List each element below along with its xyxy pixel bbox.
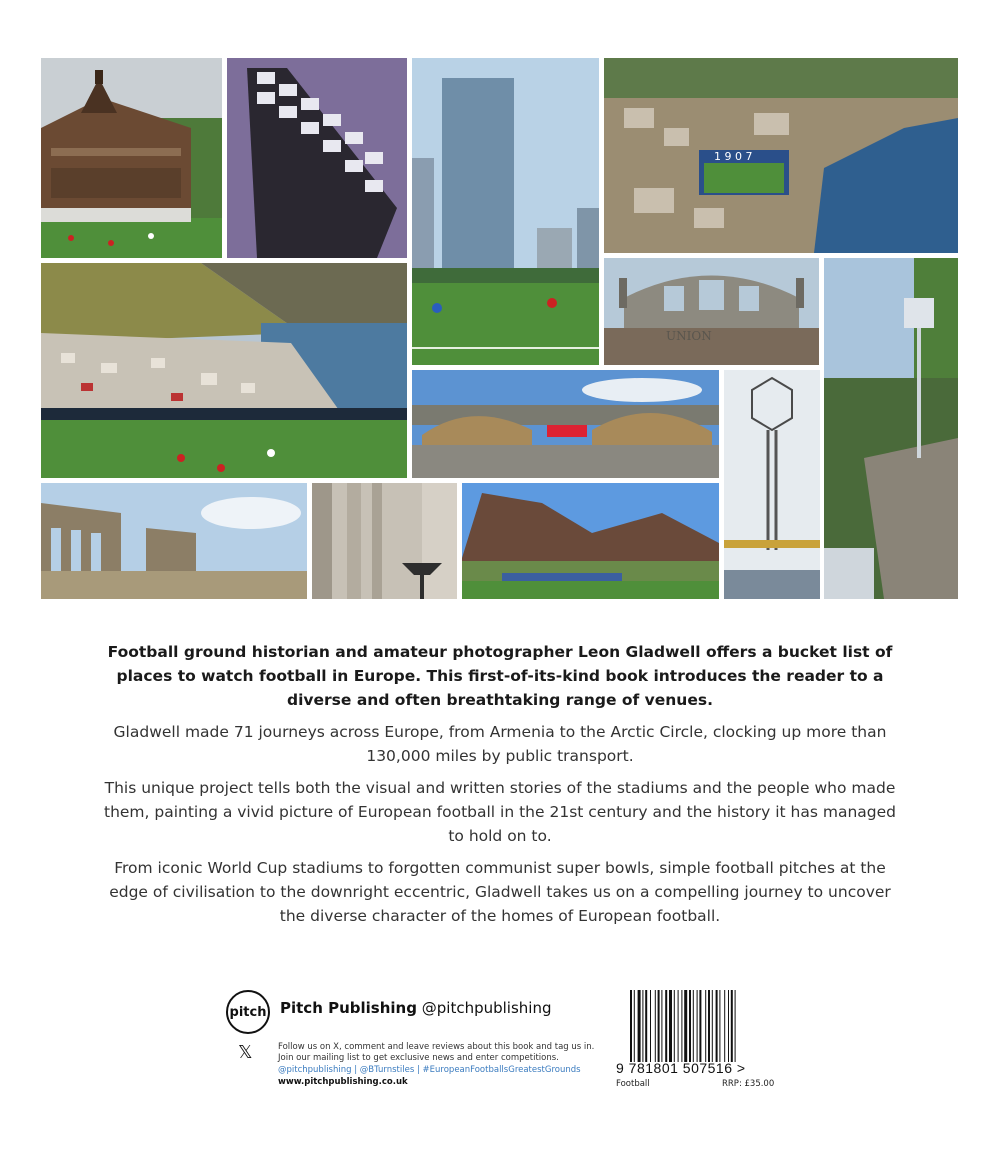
blurb-paragraph-stadiums: From iconic World Cup stadiums to forgotten communist super bowls, simple football pitches at the edge of civilisation to the downright eccentric, Gladwell takes us on a compelling journey to uncover the diverse character of the homes of European football. (109, 859, 891, 925)
photo-floodlight-bank (227, 58, 407, 258)
website-link[interactable]: www.pitchpublishing.co.uk (278, 1077, 408, 1087)
isbn-rrp: RRP: £35.00 (722, 1079, 775, 1089)
photo-volcanic-pitch (462, 483, 719, 599)
isbn-barcode (630, 990, 765, 1062)
photo-tower-pitch (412, 58, 599, 365)
photo-cliff-floodlight (824, 258, 958, 599)
social-tags[interactable]: @pitchpublishing | @BTurnstiles | #EuropeanFootballsGreatestGrounds (278, 1065, 581, 1075)
publisher-title: Pitch Publishing (280, 999, 417, 1017)
photo-lakeside-stadium (604, 58, 958, 253)
photo-lattice-floodlight (724, 370, 820, 599)
photo-aqueduct-pitch (41, 483, 307, 599)
svg-text:UNION: UNION (666, 329, 712, 343)
publisher-name (280, 999, 551, 1017)
x-icon[interactable]: 𝕏 (238, 1042, 253, 1063)
isbn-number: 9 781801 507516 > (616, 1060, 746, 1076)
blurb-lead: Football ground historian and amateur photographer Leon Gladwell offers a bucket list of places to watch football in Europe. This first-of-its-kind book introduces the reader to a diverse and often breathtaking range of venues. (107, 643, 893, 709)
isbn-category: Football (616, 1079, 650, 1089)
photo-concrete-colonnade (312, 483, 457, 599)
photo-stone-gate (604, 258, 819, 365)
pitch-logo: pitch (226, 990, 270, 1034)
publisher-handle[interactable]: @pitchpublishing (421, 999, 552, 1017)
svg-text:1 9 0 7: 1 9 0 7 (714, 150, 753, 163)
blurb-paragraph-project: This unique project tells both the visual and written stories of the stadiums and the people who made them, painting a vivid picture of European football in the 21st century and the history it has managed to hold on to. (104, 779, 896, 845)
follow-text-line1: Follow us on X, comment and leave reviews about this book and tag us in. (278, 1042, 595, 1052)
back-cover-blurb (100, 640, 900, 936)
blurb-paragraph-journeys: Gladwell made 71 journeys across Europe, from Armenia to the Arctic Circle, clocking up more than 130,000 miles by public transport. (113, 723, 887, 765)
follow-text-line2: Join our mailing list to get exclusive news and enter competitions. (278, 1053, 559, 1063)
photo-timber-pavilion (41, 58, 222, 258)
photo-fjord-ground (41, 263, 407, 478)
photo-super-bowl (412, 370, 719, 478)
